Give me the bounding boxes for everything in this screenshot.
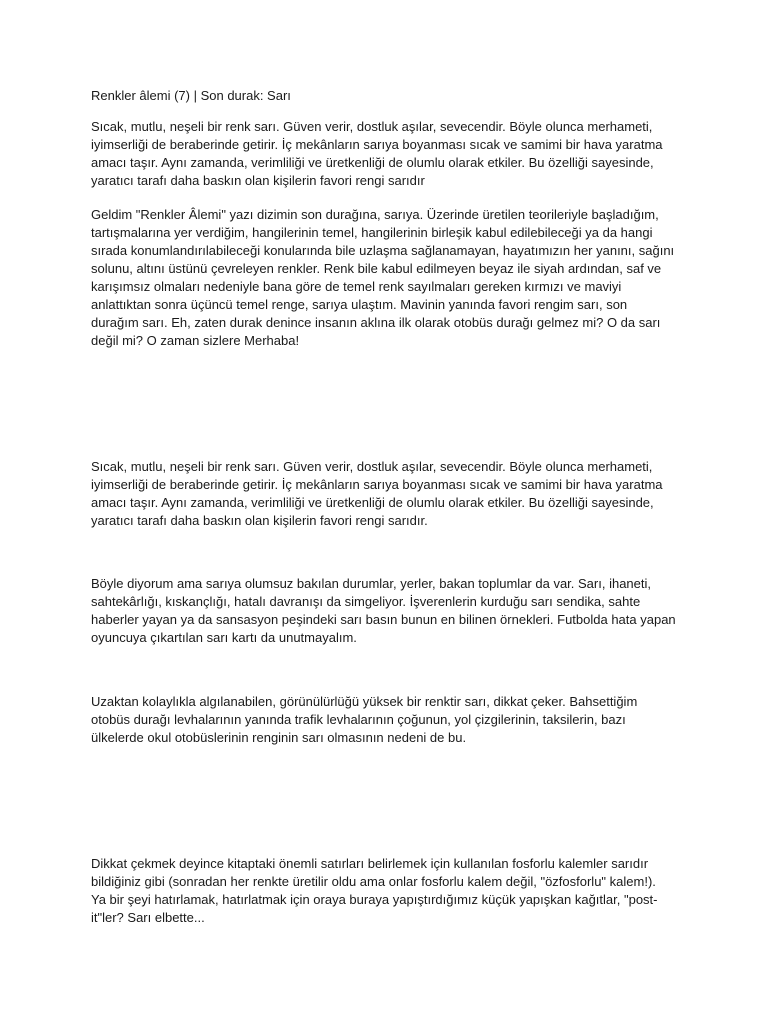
paragraph-line: amacı taşır. Aynı zamanda, verimliliği ve üretkenliği de olumlu olarak etkiler. Bu özelliği sayesinde, [91,155,654,170]
paragraph-line: solunu, altını üstünü çevreleyen renkler. Renk bile kabul edilmeyen beyaz ile siyah ardından, saf ve [91,261,662,276]
paragraph-line: anlattıktan sonra üçüncü temel renge, sarıya ulaştım. Mavinin yanında favori rengim sarı, son [91,297,628,312]
paragraph-line: sahtekârlığı, kıskançlığı, hatalı davranışı da simgeliyor. İşverenlerin kurduğu sarı sendika, sahte [91,594,641,609]
paragraph-line: sırada konumlandırılabileceği konularında bile uzlaşma sağlanamayan, hayatımızın her yanını, sağını [91,243,675,258]
paragraph-line: Sıcak, mutlu, neşeli bir renk sarı. Güven verir, dostluk aşılar, sevecendir. Böyle olunca merhameti, [91,119,653,134]
paragraph-line: Uzaktan kolaylıkla algılanabilen, görünülürlüğü yüksek bir renktir sarı, dikkat çeker. Bahsettiğim [91,694,638,709]
paragraph-line: haberler yayan ya da sansasyon peşindeki sarı basın bunun en bilinen örnekleri. Futbolda hata yapan [91,612,676,627]
paragraph-line: yaratıcı tarafı daha baskın olan kişilerin favori rengi sarıdır [91,173,425,188]
paragraph-line: ülkelerde okul otobüslerinin renginin sarı olmasının nedeni de bu. [91,730,467,745]
paragraph-line: amacı taşır. Aynı zamanda, verimliliği ve üretkenliği de olumlu olarak etkiler. Bu özelliği sayesinde, [91,495,654,510]
paragraph-line: değil mi? O zaman sizlere Merhaba! [91,333,300,348]
paragraph-line: Ya bir şeyi hatırlamak, hatırlatmak için oraya buraya yapıştırdığımız küçük yapışkan kağıtlar, "post- [91,892,658,907]
paragraph-line: Geldim "Renkler Âlemi" yazı dizimin son durağına, sarıya. Üzerinde üretilen teorileriyle başladığım, [91,207,659,222]
paragraph-line: otobüs durağı levhalarının yanında trafik levhalarının çoğunun, yol çizgilerinin, taksilerin, bazı [91,712,626,727]
paragraph-line: Dikkat çekmek deyince kitaptaki önemli satırları belirlemek için kullanılan fosforlu kalemler sarıdır [91,856,649,871]
paragraph-line: tartışmalarına yer verdiğim, hangilerinin temel, hangilerinin birleşik kabul edilebileceği ya da hangi [91,225,653,240]
paragraph-line: durağım sarı. Eh, zaten durak denince insanın aklına ilk olarak otobüs durağı gelmez mi? O da sarı [91,315,661,330]
paragraph-line: yaratıcı tarafı daha baskın olan kişilerin favori rengi sarıdır. [91,513,428,528]
paragraph-line: iyimserliği de beraberinde getirir. İç mekânların sarıya boyanması sıcak ve samimi bir hava yaratma [91,477,663,492]
paragraph-line: Sıcak, mutlu, neşeli bir renk sarı. Güven verir, dostluk aşılar, sevecendir. Böyle olunca merhameti, [91,459,653,474]
paragraph-line: oyuncuya çıkartılan sarı kartı da unutmayalım. [91,630,357,645]
paragraph-line: Böyle diyorum ama sarıya olumsuz bakılan durumlar, yerler, bakan toplumlar da var. Sarı, ihaneti, [91,576,651,591]
paragraph-line: it"ler? Sarı elbette... [91,910,205,925]
paragraph-line: karışımsız olmaları nedeniyle bana göre de temel renk sayılmaları gereken kırmızı ve maviyi [91,279,622,294]
paragraph-line: iyimserliği de beraberinde getirir. İç mekânların sarıya boyanması sıcak ve samimi bir hava yaratma [91,137,663,152]
document-title: Renkler âlemi (7) | Son durak: Sarı [91,88,291,103]
paragraph-line: bildiğiniz gibi (sonradan her renkte üretilir oldu ama onlar fosforlu kalem değil, "özfosforlu" kalem!). [91,874,656,889]
